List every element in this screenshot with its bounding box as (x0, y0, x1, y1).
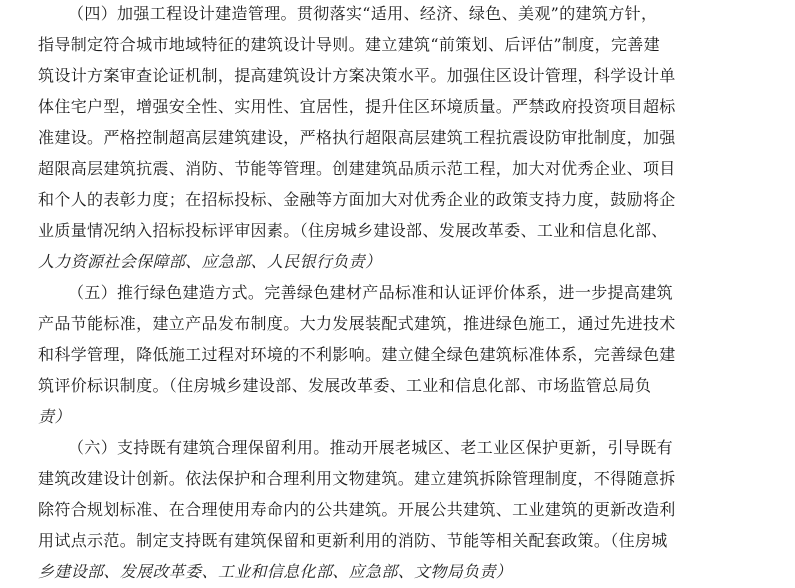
paragraph-6-line-4: 用试点示范。制定支持既有建筑保留和更新利用的消防、节能等相关配套政策。（住房城 (38, 531, 668, 550)
paragraph-5-line-4: 筑评价标识制度。（住房城乡建设部、发展改革委、工业和信息化部、市场监管总局负 (38, 376, 652, 395)
paragraph-4-line-3: 筑设计方案审查论证机制，提高建筑设计方案决策水平。加强住区设计管理，科学设计单 (38, 66, 676, 85)
paragraph-6-line-1: （六）支持既有建筑合理保留利用。推动开展老城区、老工业区保护更新，引导既有 (68, 438, 673, 457)
paragraph-4-line-6: 超限高层建筑抗震、消防、节能等管理。创建建筑品质示范工程，加大对优秀企业、项目 (38, 159, 676, 178)
paragraph-6-line-3: 除符合规划标准、在合理使用寿命内的公共建筑。开展公共建筑、工业建筑的更新改造利 (38, 500, 676, 519)
paragraph-6-line-2: 建筑改建设计创新。依法保护和合理利用文物建筑。建立建筑拆除管理制度，不得随意拆 (38, 469, 676, 488)
paragraph-6-line-5: 乡建设部、发展改革委、工业和信息化部、应急部、文物局负责） (38, 562, 513, 581)
paragraph-4-line-4: 体住宅户型，增强安全性、实用性、宜居性，提升住区环境质量。严禁政府投资项目超标 (38, 97, 676, 116)
paragraph-5-line-1: （五）推行绿色建造方式。完善绿色建材产品标准和认证评价体系，进一步提高建筑 (68, 283, 673, 302)
paragraph-5-line-3: 和科学管理，降低施工过程对环境的不利影响。建立健全绿色建筑标准体系，完善绿色建 (38, 345, 676, 364)
paragraph-4-line-5: 准建设。严格控制超高层建筑建设，严格执行超限高层建筑工程抗震设防审批制度，加强 (38, 128, 676, 147)
paragraph-5-line-5: 责） (38, 407, 71, 426)
paragraph-4-line-9: 人力资源社会保障部、应急部、人民银行负责） (38, 252, 382, 271)
paragraph-4-line-8: 业质量情况纳入招标投标评审因素。（住房城乡建设部、发展改革委、工业和信息化部、 (38, 221, 668, 240)
paragraph-4-line-7: 和个人的表彰力度；在招标投标、金融等方面加大对优秀企业的政策支持力度，鼓励将企 (38, 190, 676, 209)
paragraph-4-line-1: （四）加强工程设计建造管理。贯彻落实“适用、经济、绿色、美观”的建筑方针， (68, 4, 658, 23)
paragraph-5-line-2: 产品节能标准，建立产品发布制度。大力发展装配式建筑，推进绿色施工，通过先进技术 (38, 314, 676, 333)
paragraph-4-line-2: 指导制定符合城市地域特征的建筑设计导则。建立建筑“前策划、后评估”制度，完善建 (38, 35, 661, 54)
